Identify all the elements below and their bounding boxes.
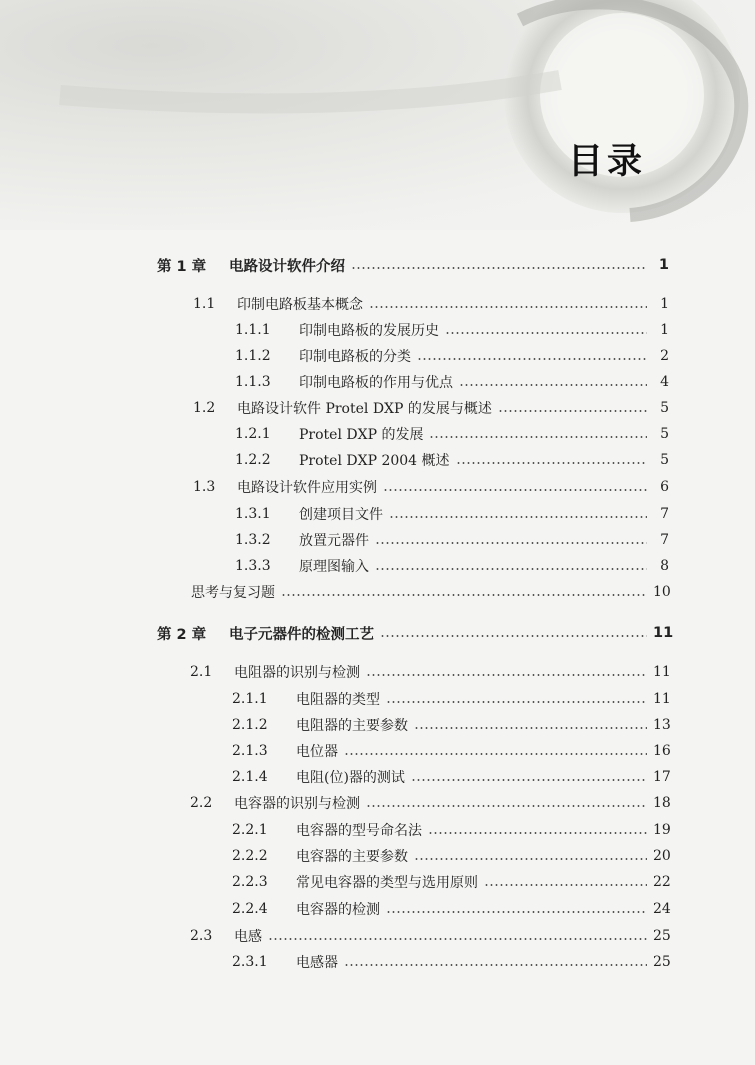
dot-leader: [281, 594, 647, 596]
entry-page: 24: [653, 901, 671, 917]
dot-leader: [344, 753, 647, 755]
entry-number: 2.1.2: [232, 717, 268, 733]
entry-page: 17: [653, 769, 671, 785]
dot-leader: [456, 462, 647, 464]
entry-label: 电路设计软件介绍: [229, 258, 345, 275]
dot-leader: [375, 542, 647, 544]
entry-page: 19: [653, 822, 671, 838]
dot-leader: [383, 489, 647, 491]
entry-page: 7: [660, 506, 669, 522]
entry-label: 电容器的检测: [296, 902, 380, 918]
toc-entry[interactable]: [235, 422, 669, 446]
toc-entry[interactable]: [232, 713, 669, 737]
dot-leader: [414, 858, 647, 860]
entry-label: 电路设计软件应用实例: [237, 480, 377, 496]
dot-leader: [484, 884, 647, 886]
entry-number: 1.1: [193, 296, 216, 312]
dot-leader: [417, 358, 647, 360]
toc-entry[interactable]: [232, 950, 669, 974]
entry-number: 1.2: [193, 400, 216, 416]
toc-entry[interactable]: [235, 554, 669, 578]
toc-entry[interactable]: [190, 791, 669, 815]
dot-leader: [411, 779, 647, 781]
entry-label: 电阻(位)器的测试: [296, 770, 405, 786]
entry-label: 原理图输入: [299, 559, 369, 575]
dot-leader: [351, 267, 647, 269]
entry-label: 电阻器的识别与检测: [234, 665, 360, 681]
entry-page: 5: [660, 452, 669, 468]
dot-leader: [375, 568, 647, 570]
toc-entry[interactable]: [193, 396, 669, 420]
dot-leader: [369, 306, 647, 308]
entry-number: 1.1.3: [235, 374, 271, 390]
entry-number: 1.1.2: [235, 348, 271, 364]
dot-leader: [445, 332, 647, 334]
entry-page: 1: [658, 257, 669, 273]
entry-label: 创建项目文件: [299, 507, 383, 523]
entry-number: 2.2.4: [232, 901, 268, 917]
entry-number: 1.3.2: [235, 532, 271, 548]
dot-leader: [428, 832, 647, 834]
toc-entry[interactable]: [190, 924, 669, 948]
entry-label: 电容器的主要参数: [296, 849, 408, 865]
toc-entry[interactable]: [157, 253, 669, 277]
dot-leader: [268, 938, 647, 940]
entry-label: 思考与复习题: [191, 585, 275, 601]
entry-page: 13: [653, 717, 671, 733]
toc-entry[interactable]: [232, 897, 669, 921]
entry-label: 电容器的识别与检测: [234, 796, 360, 812]
toc-entry[interactable]: [235, 344, 669, 368]
entry-page: 16: [653, 743, 671, 759]
toc-entry[interactable]: [235, 528, 669, 552]
entry-number: 2.2.1: [232, 822, 268, 838]
dot-leader: [429, 436, 647, 438]
dot-leader: [380, 635, 647, 637]
entry-number: 1.3: [193, 479, 216, 495]
dot-leader: [386, 911, 647, 913]
toc-entry[interactable]: [193, 292, 669, 316]
entry-number: 2.2: [190, 795, 213, 811]
entry-number: 2.2.2: [232, 848, 268, 864]
entry-number: 1.2.2: [235, 452, 271, 468]
toc-entry[interactable]: [232, 870, 669, 894]
entry-page: 1: [660, 296, 669, 312]
entry-number: 1.1.1: [235, 322, 271, 338]
entry-label: 电感器: [296, 955, 338, 971]
entry-label: 电阻器的主要参数: [296, 718, 408, 734]
entry-page: 22: [653, 874, 671, 890]
entry-label: 电路设计软件 Protel DXP 的发展与概述: [237, 401, 492, 417]
entry-label: Protel DXP 的发展: [299, 427, 424, 443]
entry-number: 1.2.1: [235, 426, 271, 442]
entry-number: 2.1.4: [232, 769, 268, 785]
toc-entry[interactable]: [235, 318, 669, 342]
entry-label: Protel DXP 2004 概述: [299, 453, 450, 469]
dot-leader: [366, 805, 647, 807]
entry-page: 11: [653, 625, 674, 641]
entry-label: 印制电路板的分类: [299, 349, 411, 365]
entry-page: 4: [660, 374, 669, 390]
dot-leader: [386, 701, 647, 703]
entry-number: 1.3.1: [235, 506, 271, 522]
entry-page: 10: [653, 584, 671, 600]
entry-label: 电容器的型号命名法: [296, 823, 422, 839]
entry-label: 印制电路板的发展历史: [299, 323, 439, 339]
toc-entry[interactable]: [193, 475, 669, 499]
toc-entry[interactable]: [232, 739, 669, 763]
entry-label: 电感: [234, 929, 262, 945]
entry-label: 电位器: [296, 744, 338, 760]
toc-entry[interactable]: [191, 580, 669, 604]
entry-label: 印制电路板基本概念: [237, 297, 363, 313]
toc-entry[interactable]: [232, 844, 669, 868]
entry-page: 6: [660, 479, 669, 495]
entry-number: 2.1: [190, 664, 213, 680]
entry-number: 第 1 章: [157, 258, 207, 275]
entry-page: 18: [653, 795, 671, 811]
dot-leader: [389, 516, 647, 518]
dot-leader: [459, 384, 647, 386]
entry-number: 2.2.3: [232, 874, 268, 890]
page-title: 目录: [568, 142, 647, 182]
entry-number: 2.3: [190, 928, 213, 944]
entry-number: 1.3.3: [235, 558, 271, 574]
entry-page: 2: [660, 348, 669, 364]
dot-leader: [498, 410, 647, 412]
toc-entry[interactable]: [232, 765, 669, 789]
dot-leader: [366, 674, 647, 676]
entry-page: 25: [653, 954, 671, 970]
toc-entry[interactable]: [232, 818, 669, 842]
toc-entry[interactable]: [157, 621, 674, 645]
entry-page: 5: [660, 426, 669, 442]
toc-entry[interactable]: [235, 502, 669, 526]
entry-page: 8: [660, 558, 669, 574]
entry-label: 电子元器件的检测工艺: [229, 626, 374, 643]
entry-page: 20: [653, 848, 671, 864]
entry-number: 2.3.1: [232, 954, 268, 970]
entry-number: 第 2 章: [157, 626, 207, 643]
dot-leader: [344, 964, 647, 966]
entry-page: 11: [653, 691, 671, 707]
entry-page: 25: [653, 928, 671, 944]
dot-leader: [414, 727, 647, 729]
toc-entry[interactable]: [235, 448, 669, 472]
toc-entry[interactable]: [190, 660, 669, 684]
entry-page: 11: [653, 664, 671, 680]
entry-number: 2.1.1: [232, 691, 268, 707]
entry-page: 1: [660, 322, 669, 338]
entry-page: 7: [660, 532, 669, 548]
entry-page: 5: [660, 400, 669, 416]
toc-entry[interactable]: [232, 687, 669, 711]
entry-label: 放置元器件: [299, 533, 369, 549]
entry-number: 2.1.3: [232, 743, 268, 759]
entry-label: 电阻器的类型: [296, 692, 380, 708]
entry-label: 常见电容器的类型与选用原则: [296, 875, 478, 891]
entry-label: 印制电路板的作用与优点: [299, 375, 453, 391]
toc-entry[interactable]: [235, 370, 669, 394]
